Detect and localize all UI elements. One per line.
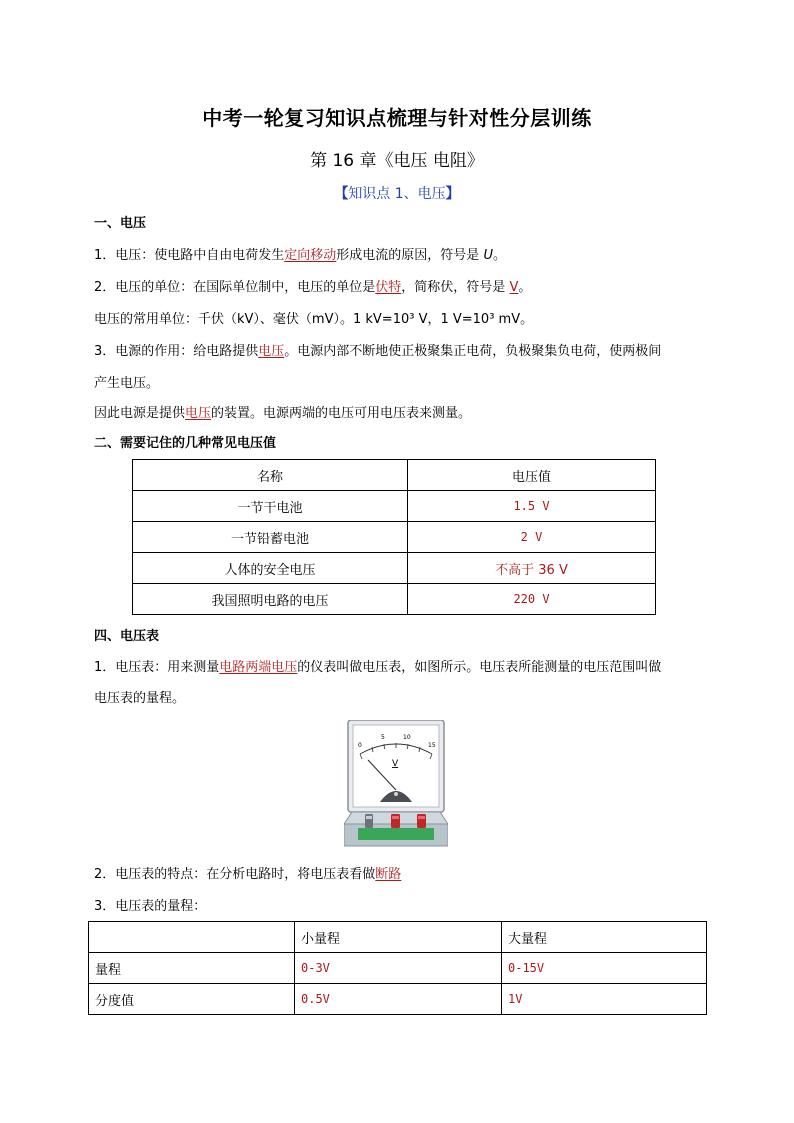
paragraph-common-units: 电压的常用单位：千伏（kV）、毫伏（mV）。1 kV=10³ V，1 V=10³ mV。	[94, 312, 534, 327]
table-row	[89, 953, 707, 984]
table-cell: 0.5V	[295, 984, 502, 1015]
meter-tick-label: 10	[403, 734, 411, 741]
table-cell: 0-15V	[502, 953, 707, 984]
section-heading-voltmeter: 四、电压表	[94, 629, 160, 644]
meter-tick-label: 5	[381, 734, 385, 741]
knowledge-point-label: 知识点 1、电压	[348, 186, 446, 202]
terminal-negative	[365, 814, 373, 828]
table-row	[133, 553, 656, 584]
table-cell: 220 V	[408, 584, 656, 615]
table-row	[89, 984, 707, 1015]
table-header-row	[89, 922, 707, 953]
paragraph-voltmeter-range: 电压表的量程。	[94, 691, 186, 706]
table-cell: 1V	[502, 984, 707, 1015]
section-heading-voltage: 一、电压	[94, 216, 147, 231]
table-cell: 0-3V	[295, 953, 502, 984]
paragraph-power-source-role: 3．电源的作用：给电路提供电压。电源内部不断地使正极聚集正电荷，负极聚集负电荷，使两极间	[94, 344, 662, 359]
paragraph-voltmeter-definition: 1．电压表：用来测量电路两端电压的仪表叫做电压表，如图所示。电压表所能测量的电压范围叫做	[94, 660, 662, 675]
knowledge-point-title	[0, 183, 794, 203]
page-title: 中考一轮复习知识点梳理与针对性分层训练	[202, 106, 592, 130]
table-row	[133, 491, 656, 522]
terminal-positive-small	[391, 814, 400, 828]
table-header-cell: 大量程	[502, 922, 707, 953]
table-cell: 人体的安全电压	[133, 553, 408, 584]
meter-tick-label: 15	[428, 742, 436, 749]
table-header-cell: 小量程	[295, 922, 502, 953]
bracket-close: 】	[445, 186, 460, 202]
table-cell: 量程	[89, 953, 295, 984]
paragraph-voltage-definition: 1．电压：使电路中自由电荷发生定向移动形成电流的原因，符号是 U。	[94, 248, 506, 263]
table-cell: 一节干电池	[133, 491, 408, 522]
table-header-cell: 电压值	[408, 460, 656, 491]
paragraph-power-source-conclusion: 因此电源是提供电压的装置。电源两端的电压可用电压表来测量。	[94, 406, 472, 421]
paragraph-voltmeter-ranges-heading: 3．电压表的量程：	[94, 899, 207, 914]
table-header-row	[133, 460, 656, 491]
voltmeter-illustration	[344, 720, 448, 848]
table-row	[133, 584, 656, 615]
terminal-positive-large	[417, 814, 426, 828]
table-cell: 2 V	[408, 522, 656, 553]
table-cell: 1.5 V	[408, 491, 656, 522]
paragraph-power-source-role-cont: 产生电压。	[94, 376, 160, 391]
table-cell: 一节铅蓄电池	[133, 522, 408, 553]
common-voltages-table	[132, 459, 656, 615]
table-cell: 我国照明电路的电压	[133, 584, 408, 615]
table-header-cell	[89, 922, 295, 953]
meter-pivot	[394, 792, 398, 796]
meter-unit-label: V	[392, 759, 399, 769]
section-heading-common-voltages: 二、需要记住的几种常见电压值	[94, 436, 277, 451]
meter-base-panel	[358, 828, 434, 840]
table-cell: 分度值	[89, 984, 295, 1015]
bracket-open: 【	[334, 186, 349, 202]
voltmeter-range-table	[88, 921, 707, 1015]
meter-tick-label: 0	[358, 742, 362, 749]
paragraph-voltmeter-feature: 2．电压表的特点：在分析电路时，将电压表看做断路	[94, 867, 402, 882]
table-cell: 不高于 36 V	[408, 553, 656, 584]
table-header-cell: 名称	[133, 460, 408, 491]
table-row	[133, 522, 656, 553]
chapter-title: 第 16 章《电压 电阻》	[310, 151, 484, 171]
paragraph-voltage-unit: 2．电压的单位：在国际单位制中，电压的单位是伏特，简称伏，符号是 V。	[94, 280, 532, 295]
